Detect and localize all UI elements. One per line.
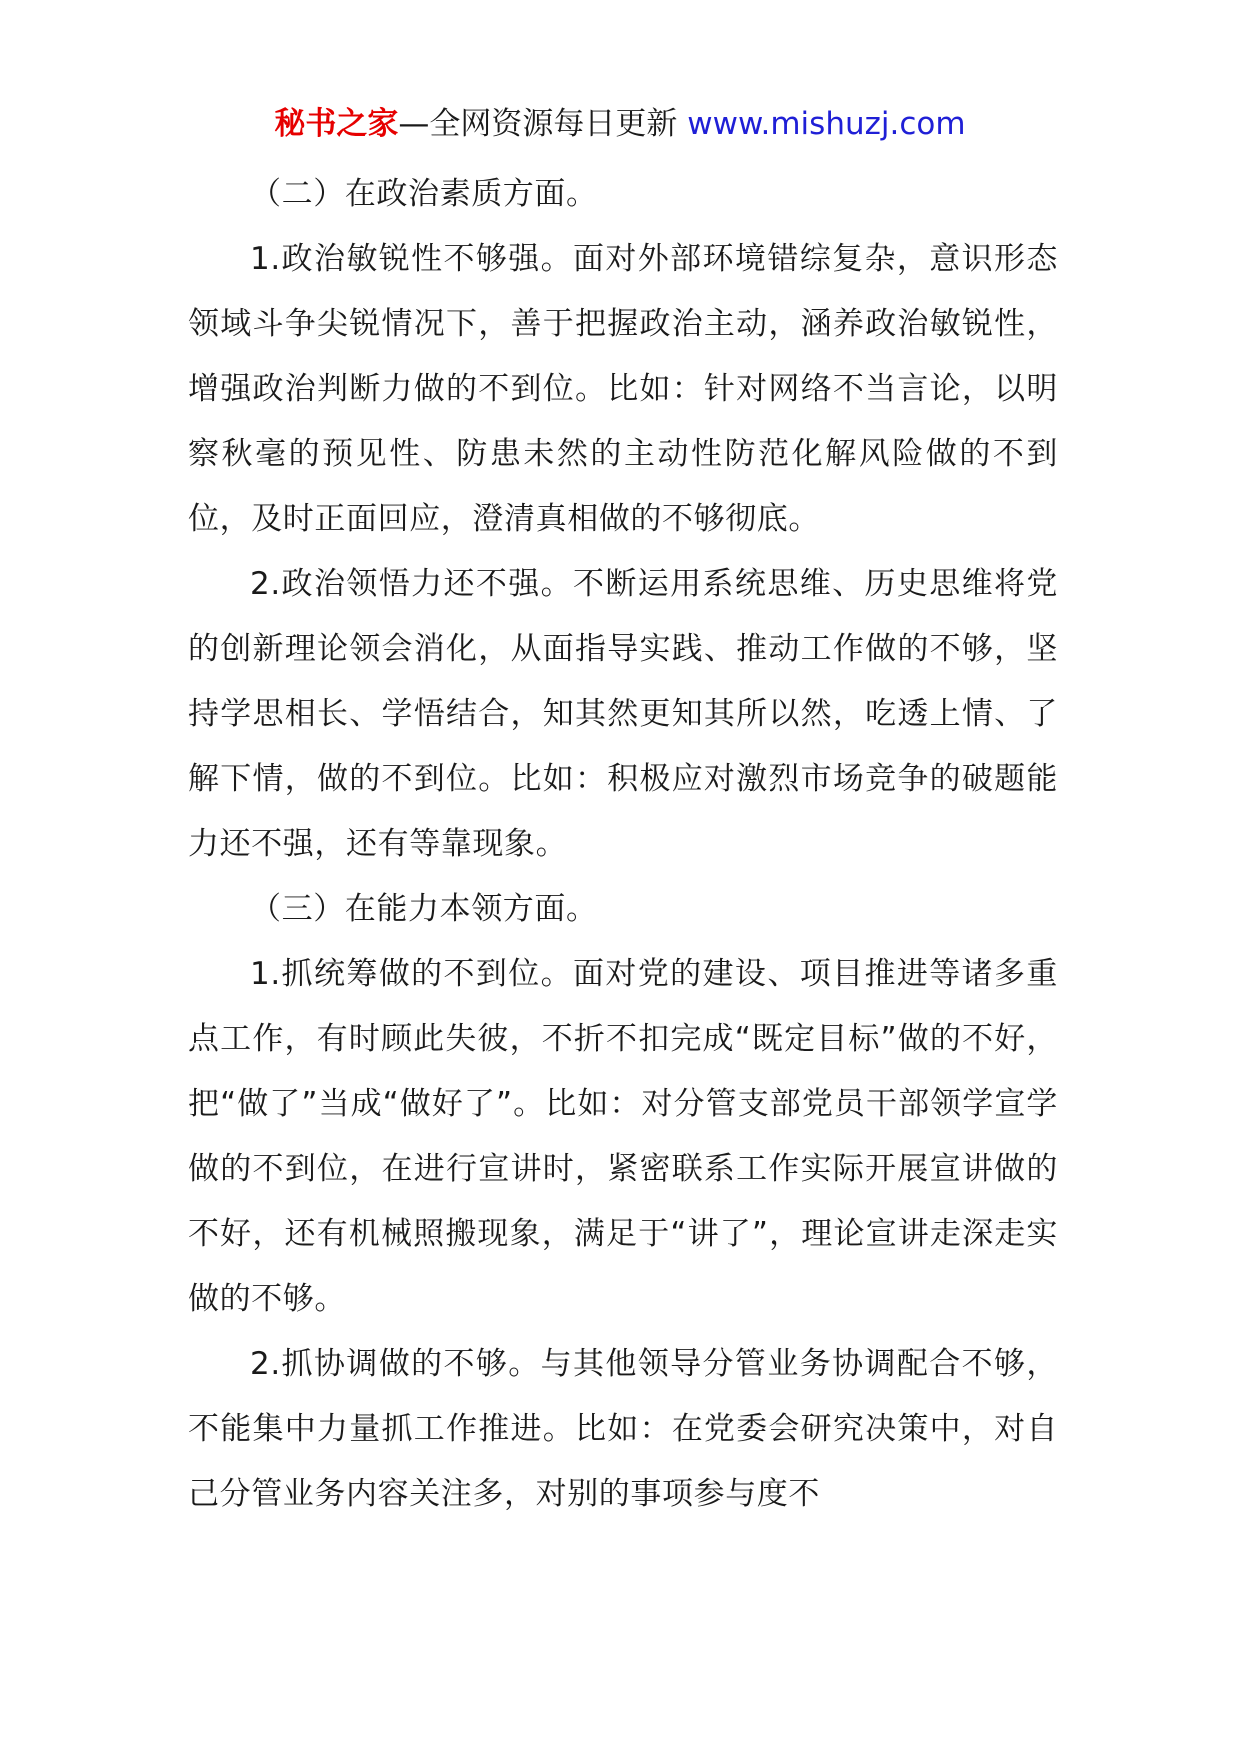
document-body <box>188 162 1058 1527</box>
header-slogan: —全网资源每日更新 <box>398 106 688 142</box>
paragraph-coordination: 2.抓协调做的不够。与其他领导分管业务协调配合不够，不能集中力量抓工作推进。比如：在党委会研究决策中，对自己分管业务内容关注多，对别的事项参与度不 <box>188 1346 1058 1512</box>
header-url[interactable]: www.mishuzj.com <box>687 106 966 142</box>
paragraph-political-sensitivity: 1.政治敏锐性不够强。面对外部环境错综复杂，意识形态领域斗争尖锐情况下，善于把握政治主动，涵养政治敏锐性，增强政治判断力做的不到位。比如：针对网络不当言论，以明察秋毫的预见性、防患未然的主动性防范化解风险做的不到位，及时正面回应，澄清真相做的不够彻底。 <box>188 241 1058 537</box>
paragraph-political-comprehension: 2.政治领悟力还不强。不断运用系统思维、历史思维将党的创新理论领会消化，从面指导实践、推动工作做的不够，坚持学思相长、学悟结合，知其然更知其所以然，吃透上情、了解下情，做的不到位。比如：积极应对激烈市场竞争的破题能力还不强，还有等靠现象。 <box>188 566 1058 862</box>
watermark-header <box>0 100 1240 148</box>
section-heading-capability: （三）在能力本领方面。 <box>250 891 598 927</box>
section-heading-political-quality: （二）在政治素质方面。 <box>250 176 598 212</box>
paragraph-overall-planning: 1.抓统筹做的不到位。面对党的建设、项目推进等诸多重点工作，有时顾此失彼，不折不扣完成“既定目标”做的不好，把“做了”当成“做好了”。比如：对分管支部党员干部领学宣学做的不到位，在进行宣讲时，紧密联系工作实际开展宣讲做的不好，还有机械照搬现象，满足于“讲了”，理论宣讲走深走实做的不够。 <box>188 956 1058 1317</box>
header-brand: 秘书之家 <box>274 106 399 142</box>
